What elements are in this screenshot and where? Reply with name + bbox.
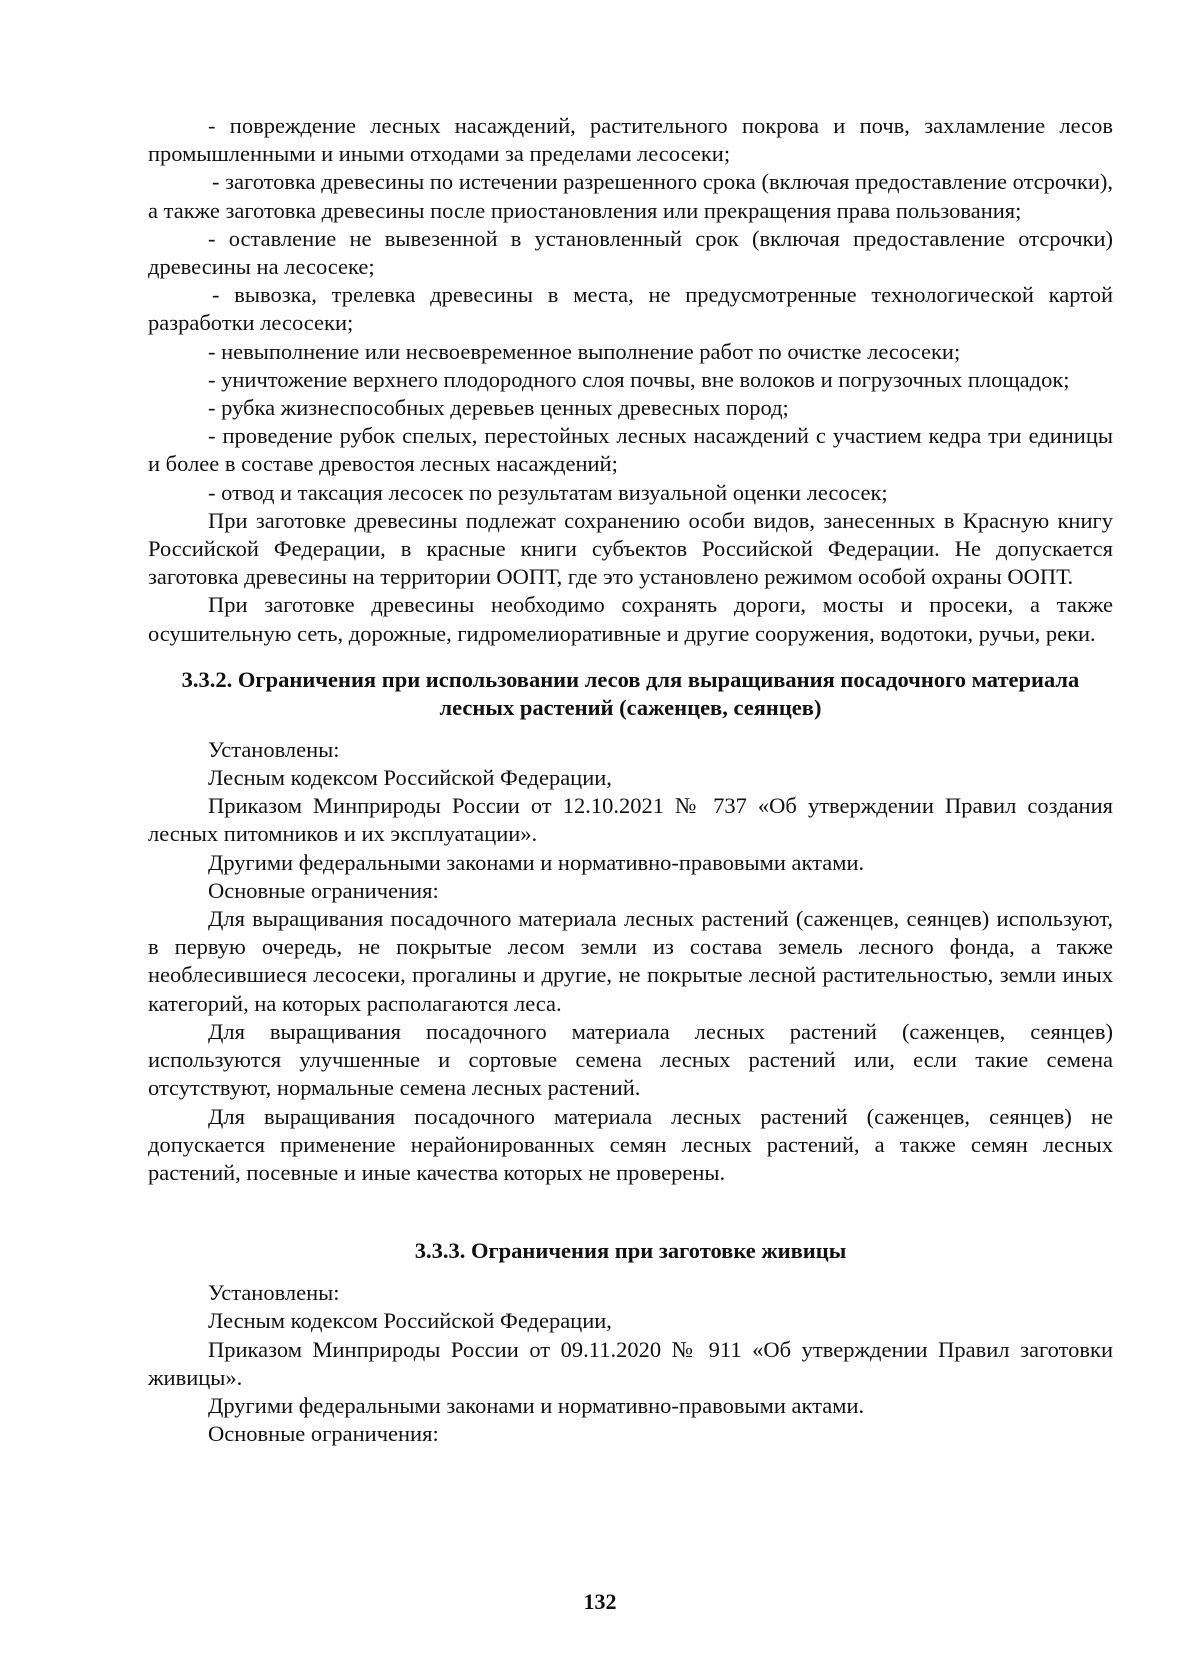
restrictions-list xyxy=(148,112,1113,507)
list-item: - проведение рубок спелых, перестойных лесных насаждений с участием кедра три единицы и более в составе древостоя лесных насаждений; xyxy=(148,423,1113,477)
section-line: Основные ограничения: xyxy=(208,1421,439,1447)
list-item: - повреждение лесных насаждений, растительного покрова и почв, захламление лесов промышленными и иными отходами за пределами лесосеки; xyxy=(148,113,1113,167)
section-line: Лесным кодексом Российской Федерации, xyxy=(208,765,612,791)
section-line: Другими федеральными законами и нормативно-правовыми актами. xyxy=(208,849,865,875)
list-item: - отвод и таксация лесосек по результатам визуальной оценки лесосек; xyxy=(208,479,888,505)
section-line: Основные ограничения: xyxy=(208,877,439,903)
section-heading: 3.3.2. Ограничения при использовании лесов для выращивания посадочного материала лесных растений (саженцев, сеянцев) xyxy=(181,666,1080,720)
list-item: - заготовка древесины по истечении разрешенного срока (включая предоставление отсрочки), а также заготовка древесины после приостановления или прекращения права пользования; xyxy=(148,169,1113,223)
section-line: Лесным кодексом Российской Федерации, xyxy=(208,1308,612,1334)
body-paragraph: При заготовке древесины необходимо сохранять дороги, мосты и просеки, а также осушительную сеть, дорожные, гидромелиоративные и другие сооружения, водотоки, ручьи, реки. xyxy=(148,592,1113,646)
list-item: - уничтожение верхнего плодородного слоя почвы, вне волоков и погрузочных площадок; xyxy=(208,366,1070,392)
section-line: Приказом Минприроды России от 09.11.2020 № 911 «Об утверждении Правил заготовки живицы». xyxy=(148,1336,1113,1390)
section-heading: 3.3.3. Ограничения при заготовке живицы xyxy=(414,1238,847,1264)
section-line: Приказом Минприроды России от 12.10.2021 № 737 «Об утверждении Правил создания лесных питомников и их эксплуатации». xyxy=(148,793,1113,847)
document-page xyxy=(148,112,1113,1448)
body-paragraph: При заготовке древесины подлежат сохранению особи видов, занесенных в Красную книгу Российской Федерации, в красные книги субъектов Российской Федерации. Не допускается заготовка древесины на территории ООПТ, где это установлено режимом особой охраны ООПТ. xyxy=(148,507,1113,590)
section-3-3-2 xyxy=(148,666,1113,1187)
section-3-3-3 xyxy=(148,1237,1113,1448)
section-line: Установлены: xyxy=(208,736,340,762)
list-item: - рубка жизнеспособных деревьев ценных древесных пород; xyxy=(208,395,789,421)
list-item: - вывозка, трелевка древесины в места, не предусмотренные технологической картой разработки лесосеки; xyxy=(148,282,1113,336)
list-item: - оставление не вывезенной в установленный срок (включая предоставление отсрочки) древесины на лесосеке; xyxy=(148,225,1113,280)
section-line: Другими федеральными законами и нормативно-правовыми актами. xyxy=(208,1392,865,1418)
body-paragraph: Для выращивания посадочного материала лесных растений (саженцев, сеянцев) используют, в первую очередь, не покрытые лесом земли из состава земель лесного фонда, а также необлесившиеся лесосеки, прогалины и другие, не покрытые лесной растительностью, земли иных категорий, на которых располагаются леса. xyxy=(148,906,1113,1016)
body-paragraph: Для выращивания посадочного материала лесных растений (саженцев, сеянцев) используются улучшенные и сортовые семена лесных растений или, если такие семена отсутствуют, нормальные семена лесных растений. xyxy=(148,1018,1113,1101)
body-paragraph: Для выращивания посадочного материала лесных растений (саженцев, сеянцев) не допускается применение нерайонированных семян лесных растений, а также семян лесных растений, посевные и иные качества которых не проверены. xyxy=(148,1103,1113,1185)
page-number: 132 xyxy=(583,1589,617,1614)
section-line: Установлены: xyxy=(208,1280,340,1306)
list-item: - невыполнение или несвоевременное выполнение работ по очистке лесосеки; xyxy=(208,338,961,364)
